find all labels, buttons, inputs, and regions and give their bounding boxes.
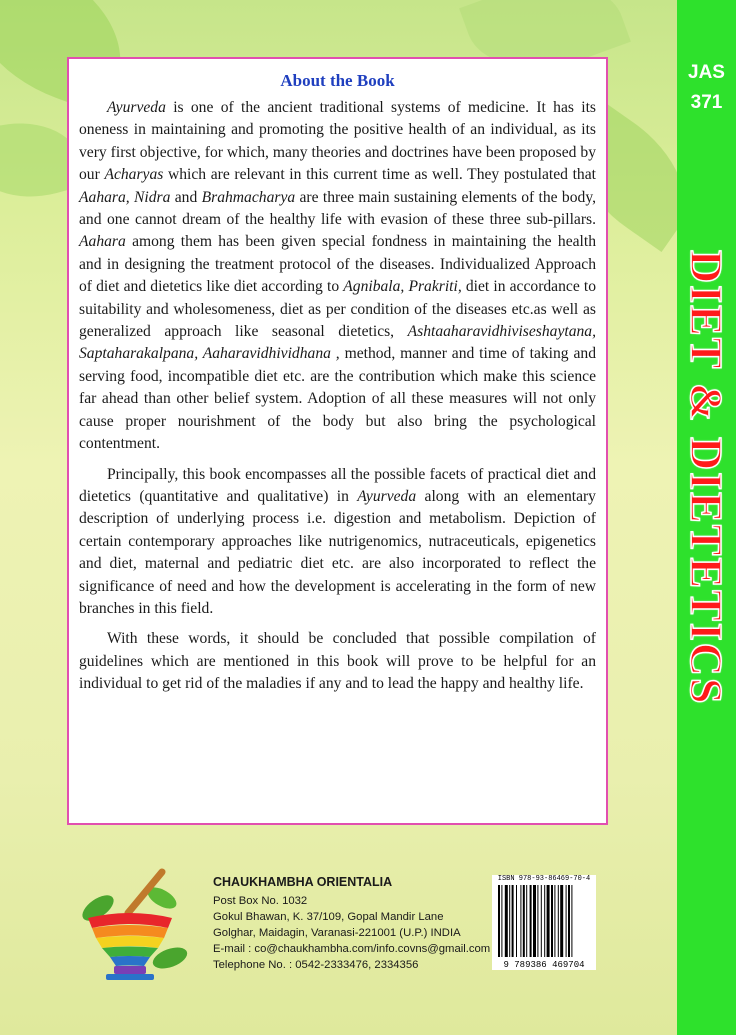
isbn-barcode [492,875,596,970]
publisher-email: E-mail : co@chaukhambha.com/info.covns@gmail.com [213,943,491,955]
publisher-logo-icon [70,858,190,988]
about-paragraph-1: Ayurveda is one of the ancient traditional systems of medicine. It has its oneness in maintaining and promoting the positive health of an individual, as its very first objective, for which, many theories and doctrines have been proposed by our Acharyas which are relevant in this current time as well. They postulated that Aahara, Nidra and Brahmacharya are three main sustaining elements of the body, and one cannot dream of the healthy life with evasion of these three sub-pillars. Aahara among them has been given special fondness in maintaining the health and in designing the treatment protocol of the diseases. Individualized Approach of diet and dietetics like diet according to Agnibala, Prakriti, diet in accordance to suitability and wholesomeness, diet as per condition of the diseases etc.as well as generalized approach like seasonal dietetics, Ashtaaharavidhiviseshaytana, Saptaharakalpana, Aaharavidhividhana , method, manner and time of taking and serving food, incompatible diet etc. are the contribution which make this science far ahead than other belief system. Adoption of all these measures will not only cause proper nourishment of the body but also bring the psychological contentment. [79,99,597,453]
publisher-telephone: Telephone No. : 0542-2333476, 2334356 [213,959,419,971]
series-code [677,58,736,118]
series-code-line2: 371 [690,92,723,113]
about-the-book-box [67,57,608,825]
about-heading: About the Book [280,71,395,90]
publisher-info [213,874,493,973]
series-code-line1: JAS [688,62,725,83]
barcode-digits: 9 789386 469704 [503,960,585,970]
about-paragraph-2: Principally, this book encompasses all the possible facets of practical diet and dietetics (quantitative and qualitative) in Ayurveda along with an elementary description of underlying process i.e. digestion and metabolism. Depiction of certain contemporary approaches like nutrigenomics, nutraceuticals, epigenetics and diet, maternal and pediatric diet etc. are also incorporated to reflect the significance of need and how the development is accelerating in the form of new branches in this field. [79,465,596,617]
spine-title: DIET & DIETETICS [681,250,732,706]
publisher-address-2: Golghar, Maidagin, Varanasi-221001 (U.P.) INDIA [213,927,461,939]
publisher-address-1: Gokul Bhawan, K. 37/109, Gopal Mandir Lane [213,911,444,923]
publisher-postbox: Post Box No. 1032 [213,895,308,907]
barcode-icon [492,875,596,970]
about-paragraph-3: With these words, it should be concluded that possible compilation of guidelines which are mentioned in this book will prove to be helpful for an individual to get rid of the maladies if any and to lead the happy and healthy life. [79,630,596,693]
isbn-text: ISBN 978-93-86469-70-4 [497,875,591,883]
publisher-name: CHAUKHAMBHA ORIENTALIA [213,875,393,889]
